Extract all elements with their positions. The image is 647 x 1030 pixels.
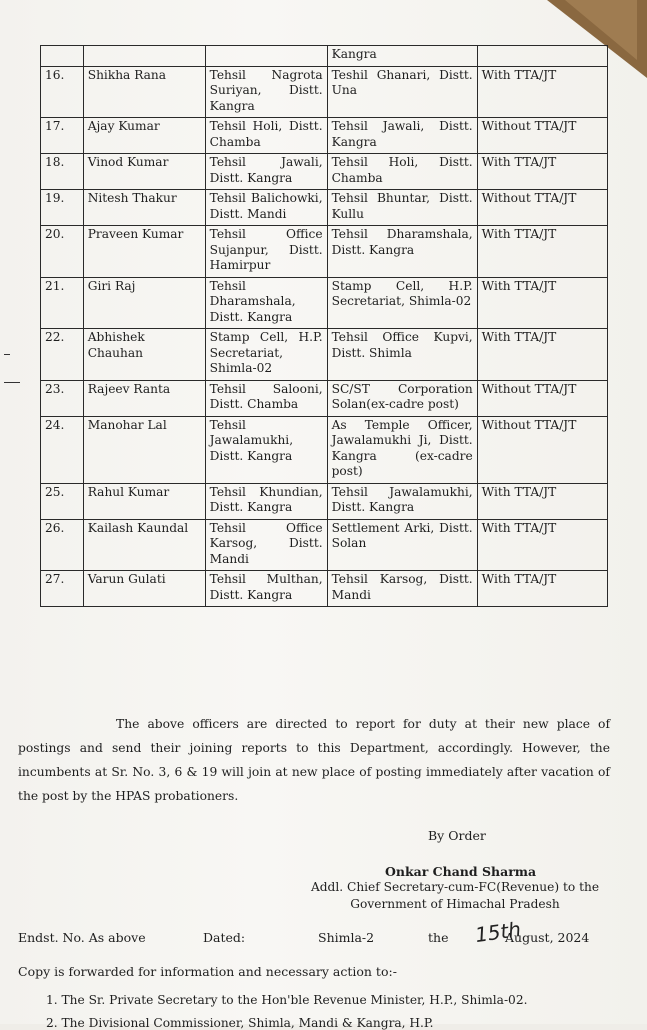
remarks-cell: With TTA/JT (477, 329, 607, 381)
from-cell (205, 46, 327, 67)
from-cell: Tehsil Jawalamukhi, Distt. Kangra (205, 416, 327, 483)
copy-list-item: 2. The Divisional Commissioner, Shimla, Mandi & Kangra, H.P. (46, 1016, 434, 1030)
date-text: August, 2024 (505, 930, 590, 945)
copy-forwarded-intro: Copy is forwarded for information and necessary action to:- (18, 964, 397, 979)
name-cell: Shikha Rana (83, 66, 205, 118)
from-cell: Tehsil Nagrota Suriyan, Distt. Kangra (205, 66, 327, 118)
margin-mark (4, 354, 10, 355)
the-label: the (428, 930, 449, 945)
to-cell: Tehsil Bhuntar, Distt. Kullu (327, 190, 477, 226)
handwritten-date: 15th (473, 916, 523, 948)
from-cell: Tehsil Office Karsog, Distt. Mandi (205, 519, 327, 571)
remarks-cell: Without TTA/JT (477, 118, 607, 154)
serial-cell: 21. (41, 277, 84, 329)
margin-mark (4, 382, 20, 383)
table-row (41, 519, 608, 571)
remarks-cell: With TTA/JT (477, 483, 607, 519)
table-row (41, 154, 608, 190)
serial-cell: 26. (41, 519, 84, 571)
table-row (41, 118, 608, 154)
table-row (41, 46, 608, 67)
instruction-paragraph: The above officers are directed to report for duty at their new place of postings and send their joining reports to this Department, accordingly. However, the incumbents at Sr. No. 3, 6 & 19 will join at new place of posting immediately after vacation of the post by the HPAS probationers. (18, 717, 610, 803)
name-cell: Vinod Kumar (83, 154, 205, 190)
remarks-cell: With TTA/JT (477, 66, 607, 118)
remarks-cell: With TTA/JT (477, 226, 607, 278)
name-cell: Manohar Lal (83, 416, 205, 483)
table-row (41, 277, 608, 329)
table-row (41, 66, 608, 118)
name-cell: Praveen Kumar (83, 226, 205, 278)
name-cell: Rahul Kumar (83, 483, 205, 519)
remarks-cell: Without TTA/JT (477, 190, 607, 226)
table-row (41, 380, 608, 416)
serial-cell: 27. (41, 571, 84, 607)
serial-cell: 22. (41, 329, 84, 381)
to-cell: Tehsil Holi, Distt. Chamba (327, 154, 477, 190)
from-cell: Tehsil Jawali, Distt. Kangra (205, 154, 327, 190)
from-cell: Tehsil Balichowki, Distt. Mandi (205, 190, 327, 226)
serial-cell: 20. (41, 226, 84, 278)
postings-table (40, 45, 608, 607)
table-row (41, 416, 608, 483)
to-cell: Tehsil Karsog, Distt. Mandi (327, 571, 477, 607)
name-cell: Ajay Kumar (83, 118, 205, 154)
to-cell: Tehsil Office Kupvi, Distt. Shimla (327, 329, 477, 381)
table-row (41, 226, 608, 278)
table-row (41, 190, 608, 226)
serial-cell: 17. (41, 118, 84, 154)
to-cell: Teshil Ghanari, Distt. Una (327, 66, 477, 118)
to-cell: SC/ST Corporation Solan(ex-cadre post) (327, 380, 477, 416)
to-cell: Tehsil Jawalamukhi, Distt. Kangra (327, 483, 477, 519)
from-cell: Tehsil Khundian, Distt. Kangra (205, 483, 327, 519)
serial-cell: 25. (41, 483, 84, 519)
serial-cell (41, 46, 84, 67)
from-cell: Tehsil Office Sujanpur, Distt. Hamirpur (205, 226, 327, 278)
serial-cell: 16. (41, 66, 84, 118)
table-row (41, 483, 608, 519)
table-row (41, 329, 608, 381)
serial-cell: 19. (41, 190, 84, 226)
from-cell: Stamp Cell, H.P. Secretariat, Shimla-02 (205, 329, 327, 381)
remarks-cell: With TTA/JT (477, 277, 607, 329)
remarks-cell: With TTA/JT (477, 154, 607, 190)
remarks-cell: Without TTA/JT (477, 416, 607, 483)
from-cell: Tehsil Multhan, Distt. Kangra (205, 571, 327, 607)
serial-cell: 23. (41, 380, 84, 416)
to-cell: Tehsil Dharamshala, Distt. Kangra (327, 226, 477, 278)
name-cell: Kailash Kaundal (83, 519, 205, 571)
dated-label: Dated: (203, 930, 246, 945)
to-cell: Stamp Cell, H.P. Secretariat, Shimla-02 (327, 277, 477, 329)
to-cell: As Temple Officer, Jawalamukhi Ji, Distt. Kangra (ex-cadre post) (327, 416, 477, 483)
table-row (41, 571, 608, 607)
serial-cell: 18. (41, 154, 84, 190)
designation-line-2: Government of Himachal Pradesh (350, 897, 560, 911)
designation-line-1: Addl. Chief Secretary-cum-FC(Revenue) to the (310, 880, 600, 894)
remarks-cell: With TTA/JT (477, 571, 607, 607)
remarks-cell: With TTA/JT (477, 519, 607, 571)
to-cell: Settlement Arki, Distt. Solan (327, 519, 477, 571)
copy-list-item: 1. The Sr. Private Secretary to the Hon'ble Revenue Minister, H.P., Shimla-02. (46, 993, 528, 1007)
to-cell: Tehsil Jawali, Distt. Kangra (327, 118, 477, 154)
from-cell: Tehsil Salooni, Distt. Chamba (205, 380, 327, 416)
name-cell: Nitesh Thakur (83, 190, 205, 226)
signatory-name: Onkar Chand Sharma (385, 864, 537, 879)
name-cell: Rajeev Ranta (83, 380, 205, 416)
place-label: Shimla-2 (318, 930, 375, 945)
remarks-cell: Without TTA/JT (477, 380, 607, 416)
name-cell: Varun Gulati (83, 571, 205, 607)
name-cell (83, 46, 205, 67)
name-cell: Giri Raj (83, 277, 205, 329)
name-cell: Abhishek Chauhan (83, 329, 205, 381)
endst-number: Endst. No. As above (18, 930, 146, 945)
remarks-cell (477, 46, 607, 67)
from-cell: Tehsil Holi, Distt. Chamba (205, 118, 327, 154)
by-order-label: By Order (428, 828, 486, 843)
from-cell: Tehsil Dharamshala, Distt. Kangra (205, 277, 327, 329)
serial-cell: 24. (41, 416, 84, 483)
to-cell: Kangra (327, 46, 477, 67)
